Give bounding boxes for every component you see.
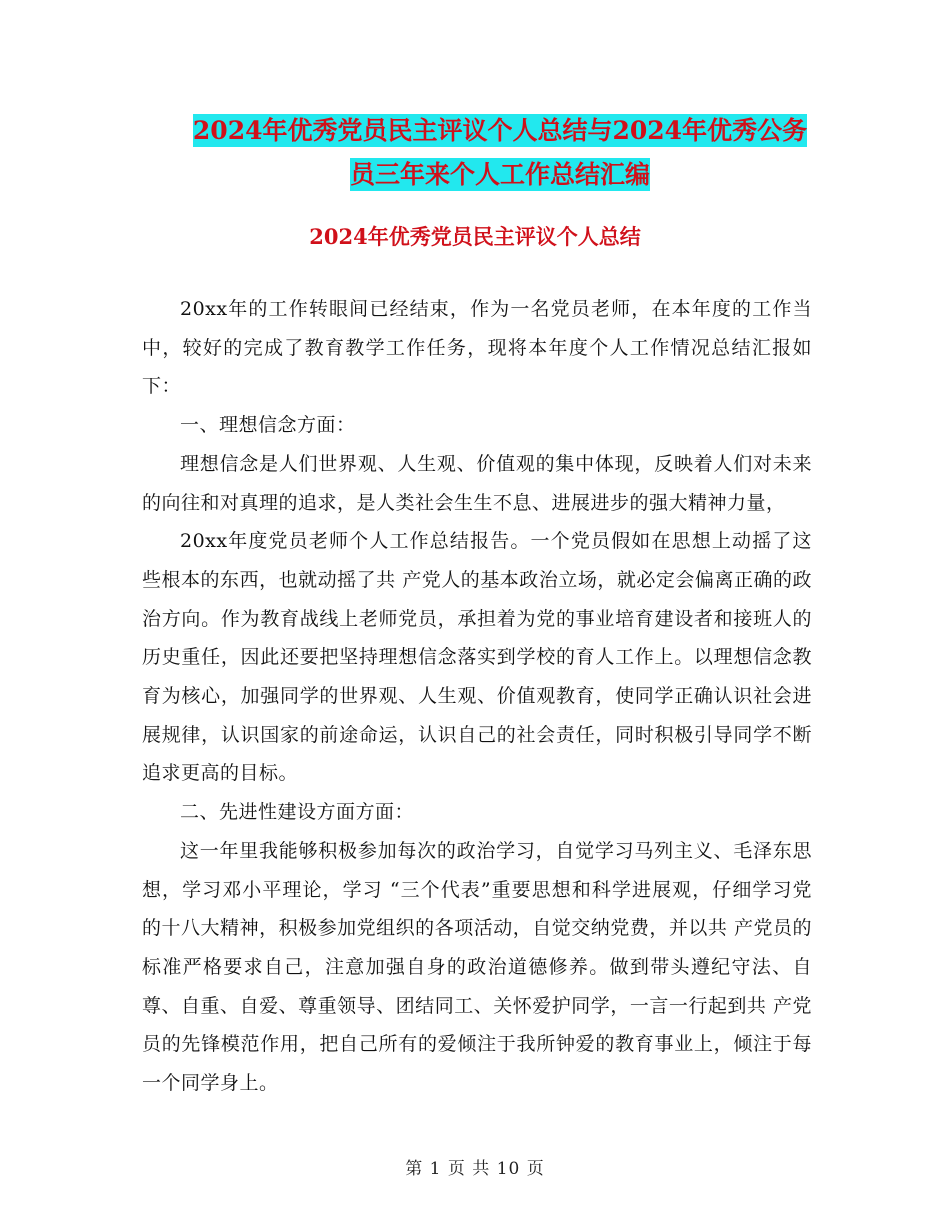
page-footer: 第 1 页 共 10 页 (405, 1159, 545, 1179)
paragraph: 20xx年的工作转眼间已经结束，作为一名党员老师，在本年度的工作当中，较好的完成了教育教学工作任务，现将本年度个人工作情况总结汇报如下： (142, 298, 812, 398)
document-body (142, 290, 812, 1103)
paragraph: 一、理想信念方面： (180, 414, 356, 437)
paragraph: 20xx年度党员老师个人工作总结报告。一个党员假如在思想上动摇了这些根本的东西，也就动摇了共 产党人的基本政治立场，就必定会偏离正确的政治方向。作为教育战线上老师党员，承担着为党的事业培育建设者和接班人的历史重任，因此还要把坚持理想信念落实到学校的育人工作上。以理想信念教育为核心，加强同学的世界观、人生观、价值观教育，使同学正确认识社会进展规律，认识国家的前途命运，认识自己的社会责任，同时积极引导同学不断追求更高的目标。 (142, 530, 812, 785)
section-title: 2024年优秀党员民主评议个人总结 (309, 224, 641, 249)
document-title-line-1 (100, 108, 900, 154)
paragraph: 理想信念是人们世界观、人生观、价值观的集中体现，反映着人们对未来的向往和对真理的追求，是人类社会生生不息、进展进步的强大精神力量， (142, 452, 812, 514)
document-title-text-1: 2024年优秀党员民主评议个人总结与2024年优秀公务 (192, 116, 808, 145)
paragraph: 这一年里我能够积极参加每次的政治学习，自觉学习马列主义、毛泽东思想，学习邓小平理论，学习 “三个代表”重要思想和科学进展观，仔细学习党的十八大精神，积极参加党组织的各项活动，自觉交纳党费，并以共 产党员的标准严格要求自己，注意加强自身的政治道德修养。做到带头遵纪守法、自尊、自重、自爱、尊重领导、团结同工、关怀爱护同学，一言一行起到共 产党员的先锋模范作用，把自己所有的爱倾注于我所钟爱的教育事业上，倾注于每一个同学身上。 (142, 839, 812, 1095)
document-title-line-2 (100, 152, 900, 198)
paragraph: 二、先进性建设方面方面： (180, 801, 415, 824)
document-title-text-2: 员三年来个人工作总结汇编 (349, 160, 650, 189)
